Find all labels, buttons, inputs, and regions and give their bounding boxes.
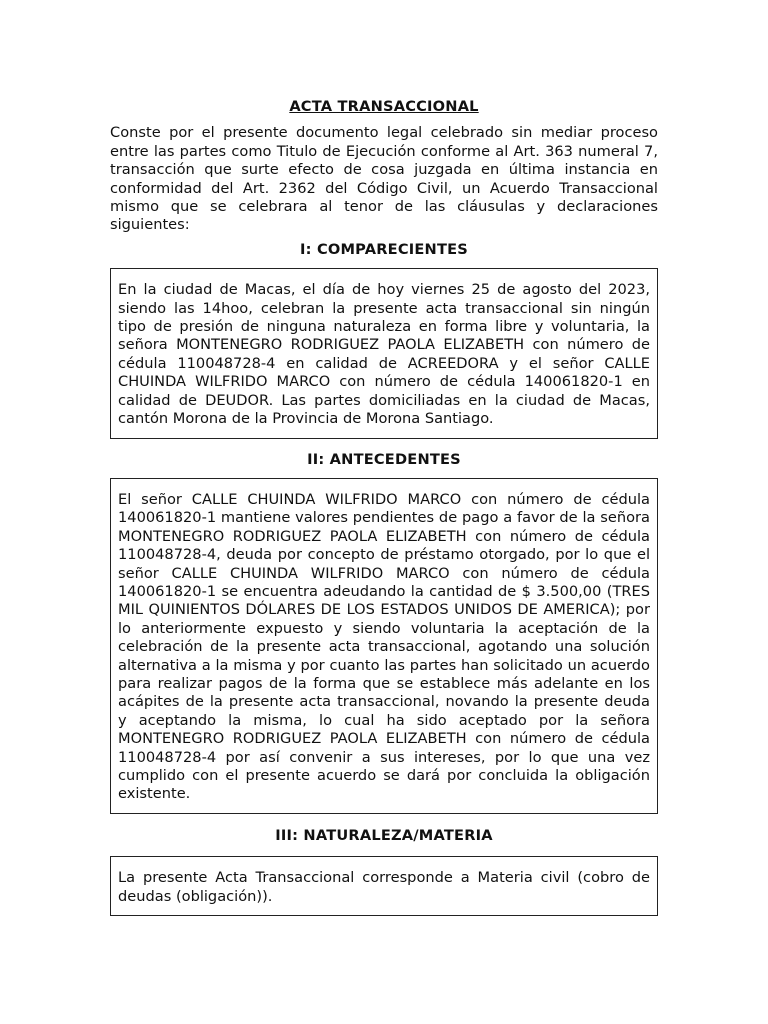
section-body-antecedentes: El señor CALLE CHUINDA WILFRIDO MARCO con número de cédula 140061820-1 mantiene valores pendientes de pago a favor de la señora MONTENEGRO RODRIGUEZ PAOLA ELIZABETH con número de cédula 110048728-4, deuda por concepto de préstamo otorgado, por lo que el señor CALLE CHUINDA WILFRIDO MARCO con número de cédula 140061820-1 se encuentra adeudando la cantidad de $ 3.500,00 (TRES MIL QUINIENTOS DÓLARES DE LOS ESTADOS UNIDOS DE AMERICA); por lo anteriormente expuesto y siendo voluntaria la aceptación de la celebración de la presente acta transaccional, agotando una solución alternativa a la misma y por cuanto las partes han solicitado un acuerdo para realizar pagos de la forma que se establece más adelante en los acápites de la presente acta transaccional, novando la presente deuda y aceptando la misma, lo cual ha sido aceptado por la señora MONTENEGRO RODRIGUEZ PAOLA ELIZABETH con número de cédula 110048728-4 por así convenir a sus intereses, por lo que una vez cumplido con el presente acuerdo se dará por concluida la obligación existente. [118,490,650,803]
document-title: ACTA TRANSACCIONAL [289,98,479,115]
section-heading-comparecientes: I: COMPARECIENTES [300,240,468,258]
section-heading-antecedentes: II: ANTECEDENTES [307,450,461,468]
section-box-antecedentes [110,478,658,814]
section-heading-naturaleza: III: NATURALEZA/MATERIA [275,826,493,844]
section-box-naturaleza [110,856,658,916]
document-page [110,98,658,916]
section-body-naturaleza: La presente Acta Transaccional corresponde a Materia civil (cobro de deudas (obligación)). [118,869,650,905]
section-body-comparecientes: En la ciudad de Macas, el día de hoy viernes 25 de agosto del 2023, siendo las 14hoo, celebran la presente acta transaccional sin ningún tipo de presión de ninguna naturaleza en forma libre y voluntaria, la señora MONTENEGRO RODRIGUEZ PAOLA ELIZABETH con número de cédula 110048728-4 en calidad de ACREEDORA y el señor CALLE CHUINDA WILFRIDO MARCO con número de cédula 140061820-1 en calidad de DEUDOR. Las partes domiciliadas en la ciudad de Macas, cantón Morona de la Provincia de Morona Santiago. [118,281,650,428]
section-box-comparecientes [110,268,658,438]
intro-paragraph: Conste por el presente documento legal celebrado sin mediar proceso entre las partes como Titulo de Ejecución conforme al Art. 363 numeral 7, transacción que surte efecto de cosa juzgada en última instancia en conformidad del Art. 2362 del Código Civil, un Acuerdo Transaccional mismo que se celebrara al tenor de las cláusulas y declaraciones siguientes: [110,124,658,234]
